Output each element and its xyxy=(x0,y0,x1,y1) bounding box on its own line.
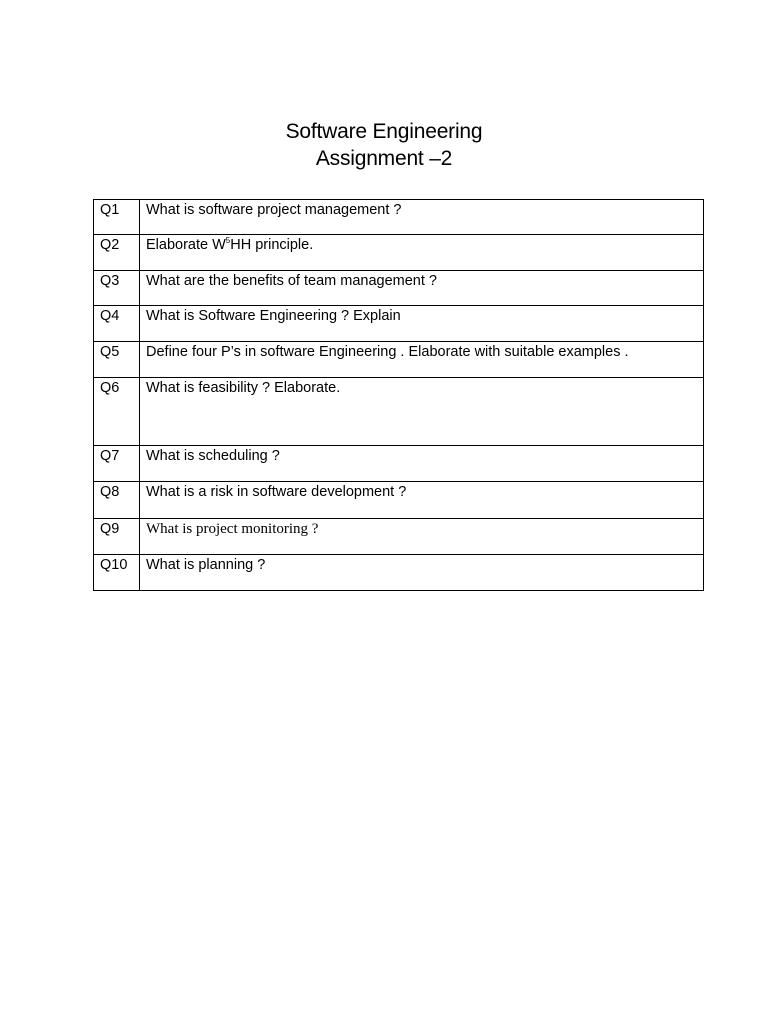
document-heading xyxy=(0,118,768,172)
question-number: Q3 xyxy=(94,271,140,306)
table-row xyxy=(94,306,704,342)
question-text: What is planning ? xyxy=(140,555,704,591)
question-text: What is a risk in software development ? xyxy=(140,482,704,519)
question-number: Q7 xyxy=(94,446,140,482)
table-row xyxy=(94,378,704,446)
document-title: Software Engineering xyxy=(285,120,483,143)
question-number: Q9 xyxy=(94,519,140,555)
question-text-part: Elaborate W xyxy=(146,237,226,253)
table-row xyxy=(94,342,704,378)
question-number: Q4 xyxy=(94,306,140,342)
table-row xyxy=(94,446,704,482)
question-text: What is project monitoring ? xyxy=(140,519,704,555)
question-text: What is feasibility ? Elaborate. xyxy=(140,378,704,446)
table-row xyxy=(94,200,704,235)
table-row xyxy=(94,235,704,271)
table-row xyxy=(94,519,704,555)
question-number: Q1 xyxy=(94,200,140,235)
question-text: Define four P’s in software Engineering . Elaborate with suitable examples . xyxy=(140,342,704,378)
question-number: Q5 xyxy=(94,342,140,378)
question-text: What is Software Engineering ? Explain xyxy=(140,306,704,342)
question-text: What is software project management ? xyxy=(140,200,704,235)
question-number: Q8 xyxy=(94,482,140,519)
question-text: What is scheduling ? xyxy=(140,446,704,482)
question-text-part: HH principle. xyxy=(230,237,314,253)
table-row xyxy=(94,271,704,306)
table-row xyxy=(94,482,704,519)
question-text xyxy=(140,235,704,271)
questions-table xyxy=(93,199,704,591)
question-superscript: 5 xyxy=(225,236,231,245)
table-row xyxy=(94,555,704,591)
document-subtitle: Assignment –2 xyxy=(315,147,453,170)
question-text: What are the benefits of team management ? xyxy=(140,271,704,306)
question-number: Q10 xyxy=(94,555,140,591)
question-number: Q2 xyxy=(94,235,140,271)
question-number: Q6 xyxy=(94,378,140,446)
